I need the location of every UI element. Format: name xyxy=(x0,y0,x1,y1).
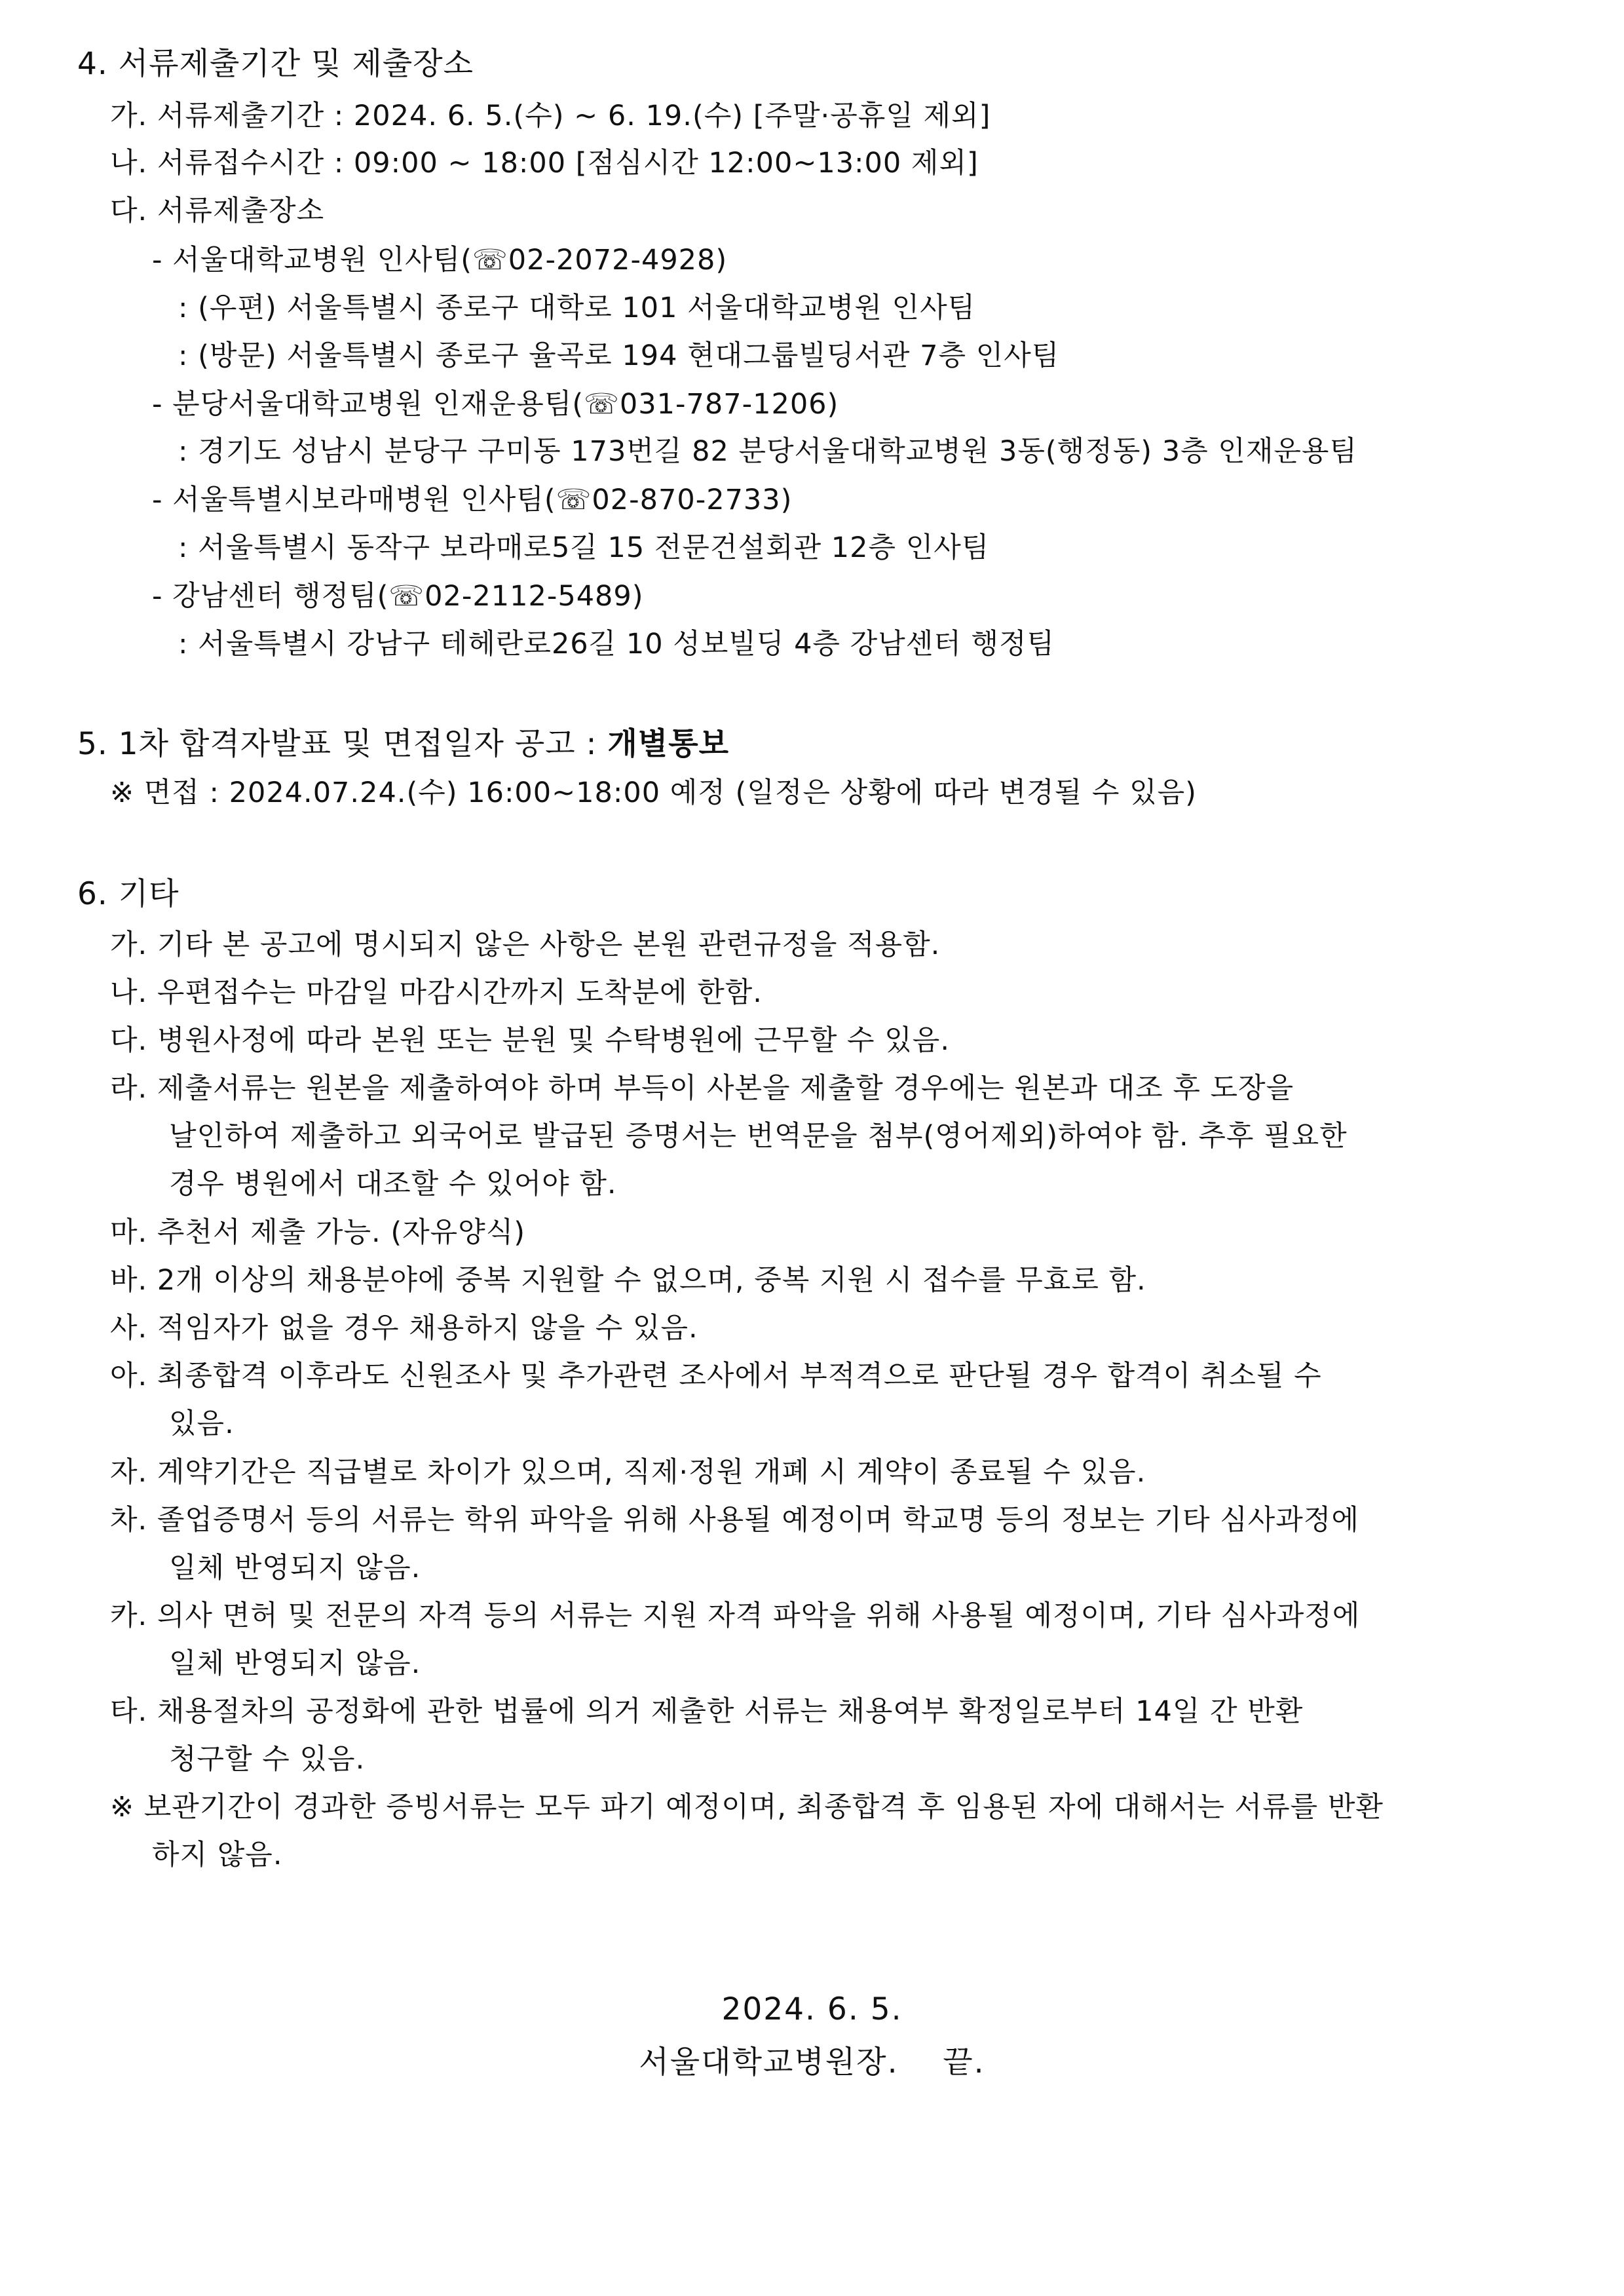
section-4-item-ga: 가. 서류제출기간 : 2024. 6. 5.(수) ~ 6. 19.(수) [주말·공휴일 제외] xyxy=(110,100,991,132)
section-5-heading xyxy=(77,725,729,764)
list-item: 아. 최종합격 이후라도 신원조사 및 추가관련 조사에서 부적격으로 판단될 경우 합격이 취소될 수 xyxy=(110,1360,1322,1392)
list-item: 사. 적임자가 없을 경우 채용하지 않을 수 있음. xyxy=(110,1312,698,1345)
place-address: : (방문) 서울특별시 종로구 율곡로 194 현대그룹빌딩서관 7층 인사팀 xyxy=(178,339,1060,372)
section-5-heading-emphasis: 개별통보 xyxy=(607,726,729,762)
list-item: 차. 졸업증명서 등의 서류는 학위 파악을 위해 사용될 예정이며 학교명 등의 정보는 기타 심사과정에 xyxy=(110,1504,1359,1537)
place-name: - 서울대학교병원 인사팀(☏02-2072-4928) xyxy=(152,244,728,277)
list-item: 바. 2개 이상의 채용분야에 중복 지원할 수 없으며, 중복 지원 시 접수를 무효로 함. xyxy=(110,1264,1146,1297)
list-item: 카. 의사 면허 및 전문의 자격 등의 서류는 지원 자격 파악을 위해 사용될 예정이며, 기타 심사과정에 xyxy=(110,1599,1361,1632)
list-item-continuation: 경우 병원에서 대조할 수 있어야 함. xyxy=(169,1168,617,1200)
place-address: : (우편) 서울특별시 종로구 대학로 101 서울대학교병원 인사팀 xyxy=(178,292,976,324)
section-4-item-da: 다. 서류제출장소 xyxy=(110,195,325,227)
list-item-continuation: 날인하여 제출하고 외국어로 발급된 증명서는 번역문을 첨부(영어제외)하여야 함. 추후 필요한 xyxy=(169,1120,1348,1153)
list-item: 라. 제출서류는 원본을 제출하여야 하며 부득이 사본을 제출할 경우에는 원본과 대조 후 도장을 xyxy=(110,1072,1294,1105)
list-item: 자. 계약기간은 직급별로 차이가 있으며, 직제·정원 개폐 시 계약이 종료될 수 있음. xyxy=(110,1456,1146,1489)
list-item: 나. 우편접수는 마감일 마감시간까지 도착분에 한함. xyxy=(110,976,763,1009)
section-4-item-na: 나. 서류접수시간 : 09:00 ~ 18:00 [점심시간 12:00~13:00 제외] xyxy=(110,147,979,180)
list-item: 타. 채용절차의 공정화에 관한 법률에 의거 제출한 서류는 채용여부 확정일로부터 14일 간 반환 xyxy=(110,1695,1304,1728)
place-address: : 경기도 성남시 분당구 구미동 173번길 82 분당서울대학교병원 3동(행정동) 3층 인재운용팀 xyxy=(178,435,1357,468)
place-address: : 서울특별시 동작구 보라매로5길 15 전문건설회관 12층 인사팀 xyxy=(178,531,990,564)
section-6-note: ※ 보관기간이 경과한 증빙서류는 모두 파기 예정이며, 최종합격 후 임용된 자에 대해서는 서류를 반환 xyxy=(110,1791,1384,1824)
list-item: 마. 추천서 제출 가능. (자유양식) xyxy=(110,1216,526,1249)
list-item: 다. 병원사정에 따라 본원 또는 분원 및 수탁병원에 근무할 수 있음. xyxy=(110,1024,951,1057)
list-item-continuation: 있음. xyxy=(169,1407,235,1440)
section-4-heading: 4. 서류제출기간 및 제출장소 xyxy=(77,46,474,82)
closing-date: 2024. 6. 5. xyxy=(721,1991,903,2027)
list-item-continuation: 일체 반영되지 않음. xyxy=(169,1647,421,1680)
section-6-note-continuation: 하지 않음. xyxy=(152,1839,283,1871)
place-address: : 서울특별시 강남구 테헤란로26길 10 성보빌딩 4층 강남센터 행정팀 xyxy=(178,628,1055,660)
place-name: - 강남센터 행정팀(☏02-2112-5489) xyxy=(152,580,644,613)
place-name: - 분당서울대학교병원 인재운용팀(☏031-787-1206) xyxy=(152,388,839,421)
section-6-heading: 6. 기타 xyxy=(77,876,179,912)
list-item-continuation: 청구할 수 있음. xyxy=(169,1743,366,1776)
list-item-continuation: 일체 반영되지 않음. xyxy=(169,1552,421,1584)
closing-signature: 서울대학교병원장. 끝. xyxy=(639,2044,985,2080)
list-item: 가. 기타 본 공고에 명시되지 않은 사항은 본원 관련규정을 적용함. xyxy=(110,928,941,961)
section-5-heading-text: 5. 1차 합격자발표 및 면접일자 공고 : xyxy=(77,726,608,762)
place-name: - 서울특별시보라매병원 인사팀(☏02-870-2733) xyxy=(152,484,793,516)
section-5-note: ※ 면접 : 2024.07.24.(수) 16:00~18:00 예정 (일정은 상황에 따라 변경될 수 있음) xyxy=(110,776,1197,809)
